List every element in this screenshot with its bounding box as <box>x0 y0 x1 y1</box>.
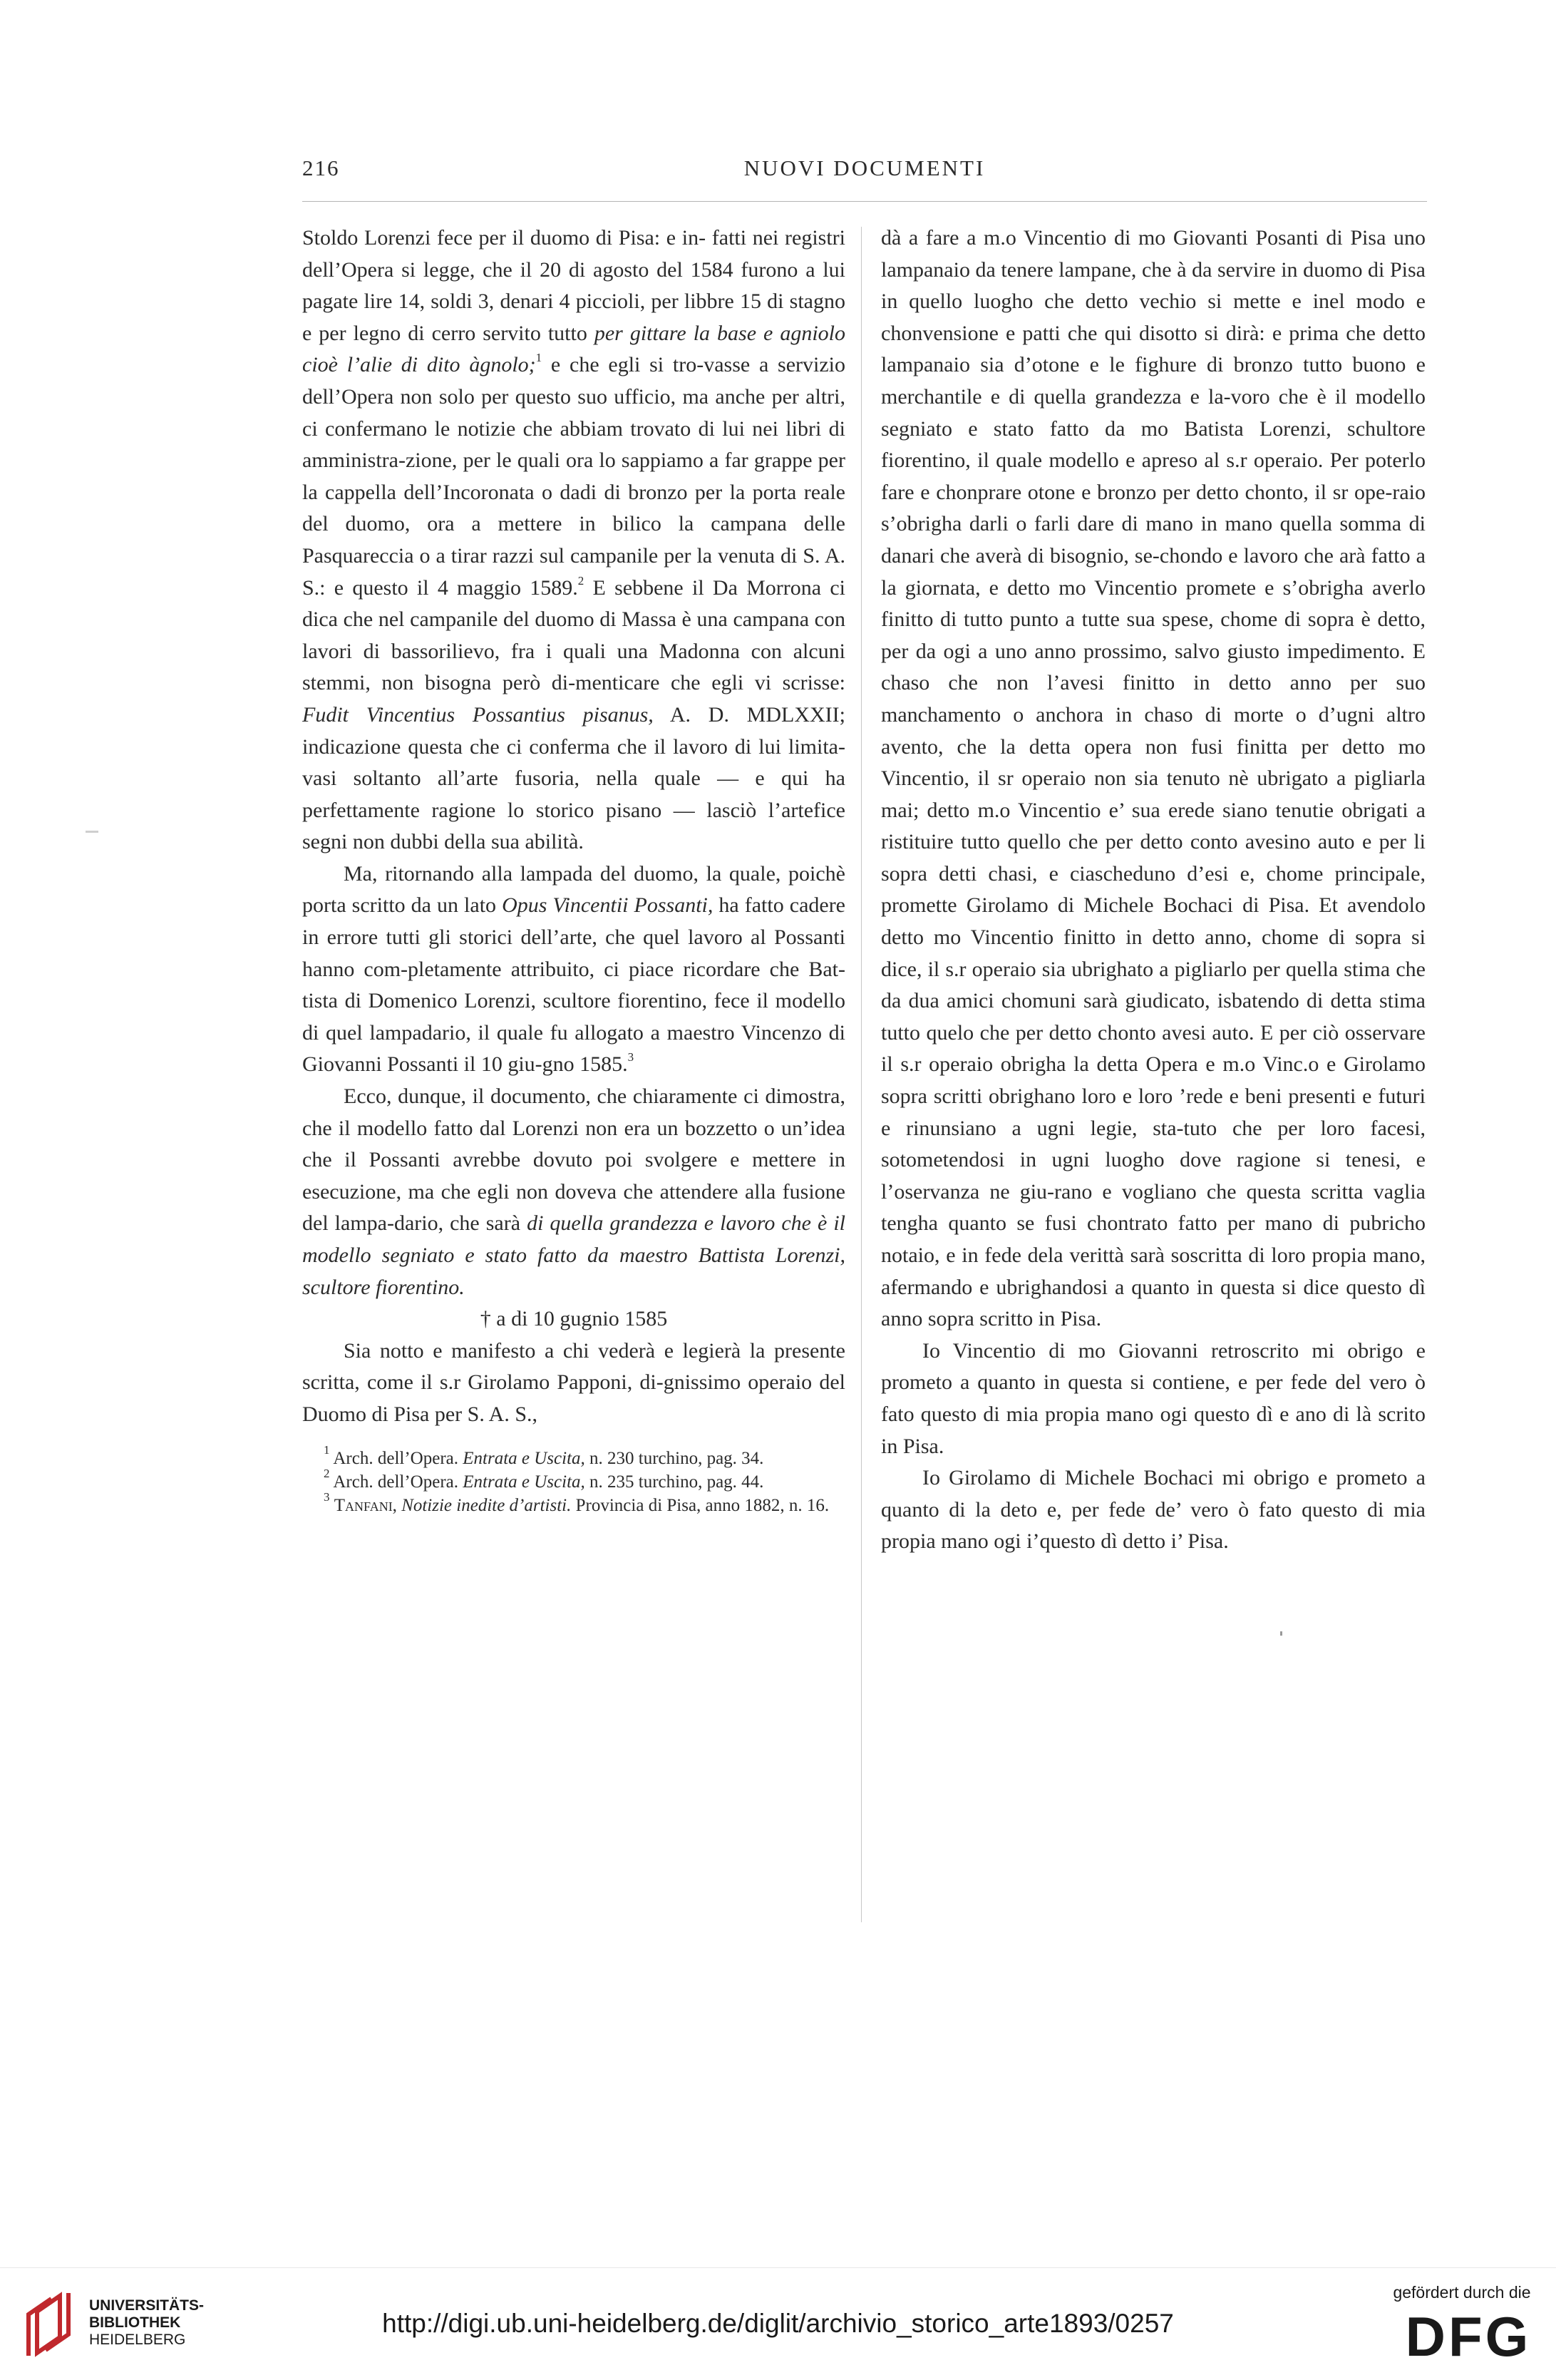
document-url-link[interactable]: http://digi.ub.uni-heidelberg.de/diglit/archivio_storico_arte1893/0257 <box>382 2309 1174 2338</box>
paragraph-3 <box>302 1081 845 1303</box>
signature-vincentio: Io Vincentio di mo Giovanni retroscrito mi obrigo e prometo a quanto in questa si contiene, e per fede del vero ò fato questo di mia propia mano ogi questo dì e ano di là scrito in Pisa. <box>881 1338 1426 1458</box>
footnote-ref-1: 1 <box>535 351 542 365</box>
header-rule <box>302 201 1427 202</box>
p1-text-d: A. D. MDLXXII; indicazione questa che ci conferma che il lavoro di lui limita-vasi soltanto all’arte fusoria, nella quale — e qui ha perfettamente ragione lo storico pisano — lasciò l’artefice segni non dubbi della sua abilità. <box>302 702 845 854</box>
footnotes <box>302 1442 845 1517</box>
document-transcription: dà a fare a m.o Vincentio di mo Giovanti Posanti di Pisa uno lampanaio da tenere lampane, che à da servire in duomo di Pisa in quello luogho che detto vechio si mette e inel modo e chonvensione e patti che qui disotto si dirà: e prima che detto lampanaio sia d’otone e le fighure di bronzo tutto buono e merchantile e di quella grandezza e la-voro che è il modello segniato e stato fatto da mo Batista Lorenzi, schultore fiorentino, il quale modello e apreso al s.r operaio. Per poterlo fare e chonprare otone e bronzo per detto chonto, il sr ope-raio s’obrigha darli o farli dare di mano in mano quella somma di danari che averà di bisognio, se-chondo e lavoro che arà fatto a la giornata, e detto mo Vincentio promete e s’obrigha averlo finitto di tutto punto a tutte sua spese, chome di sopra è detto, per da ogi a uno anno prossimo, salvo giusto impedimento. E chaso che non l’avesi finitto in detto anno per suo manchamento o anchora in chaso di morte o d’ugni altro avento, che la detta opera non fusi finitta per detto mo Vincentio, il sr operaio non sia tenuto nè ubrigato a pigliarla mai; detto m.o Vincentio e’ sua erede siano tenutie obrigati a ristituire tutto quello che per detto conto avesino auto e per li sopra detti chasi, e ciascheduno d’esi e, chome principale, promette Girolamo di Michele Bochaci di Pisa. Et avendolo detto mo Vincentio finitto in detto anno, chome di sopra si dice, il s.r operaio sia ubrighato a pigliarlo per quella stima che da dua amici chomuni sarà giudicato, isbatendo di detta stima tutto quelo che per detto chonto avesi auto. E per ciò osservare il s.r operaio obrigha la detta Opera e m.o Vinc.o e Girolamo sopra scritti obrighano loro e loro ’rede e beni presenti e futuri e rinunsiano a ugni legie, sta-tuto che per loro facesi, sotometendosi in ugni luogho dove ragione si tenesi, e l’oservanza ne giu-rano e vogliano che questa scritta vaglia tengha quanto se fusi chontrato fatto per mano di pubricho notaio, e in fede dela verittà sarà soscritta di loro propia mano, afermando e ubrighandosi a quanto in questa si dice questo dì anno sopra scritto in Pisa. <box>881 226 1426 1331</box>
p3-italic-quote: di quella grandezza e lavoro che è il modello segniato e stato fatto da maestro Battista Lorenzi, scultore fiorentino. <box>302 1211 845 1299</box>
signature-girolamo: Io Girolamo di Michele Bochaci mi obrigo e prometo a quanto di la deto e, per fede de’ vero ò fato questo di mia propia mano ogi i’questo dì detto i’ Pisa. <box>881 1466 1426 1554</box>
right-column <box>881 222 1426 1558</box>
column-divider <box>861 227 862 1922</box>
footnote-ref-2: 2 <box>577 573 584 588</box>
p1-italic-inscription: Fudit Vincentius Possantius pisanus, <box>302 702 654 727</box>
left-column <box>302 222 845 1517</box>
document-dateline: † a di 10 gugnio 1585 <box>480 1307 668 1331</box>
footer-rule <box>0 2267 1556 2268</box>
page-title: NUOVI DOCUMENTI <box>743 155 986 180</box>
footnote-1: $^1$ Arch. dell’Opera. Entrata e Uscita, n. 230 turchino, pag. 34. <box>324 1442 764 1468</box>
footnote-mark: 1 <box>324 1442 330 1457</box>
margin-mark <box>1280 1631 1282 1636</box>
footnote-ref-3: 3 <box>627 1050 634 1065</box>
footnote-3: $^3$ Tanfani, Notizie inedite d’artisti. Provincia di Pisa, anno 1882, n. 16. <box>324 1489 830 1515</box>
paragraph-4: Sia notto e manifesto a chi vederà e legierà la presente scritta, come il s.r Girolamo Papponi, di-gnissimo operaio del Duomo di Pisa per S. A. S., <box>302 1338 845 1426</box>
paragraph-2 <box>302 858 845 1081</box>
university-library-name: UNIVERSITÄTS- BIBLIOTHEK HEIDELBERG <box>89 2297 205 2348</box>
p2-text-a: Ma, ritornando alla lampada del duomo, la quale, poichè porta scritto da un lato <box>302 861 845 918</box>
paragraph-1 <box>302 222 845 858</box>
footnote-author: Tanfani, <box>334 1495 397 1515</box>
p3-text-a: Ecco, dunque, il documento, che chiaramente ci dimostra, che il modello fatto dal Lorenzi non era un bozzetto o un’idea che il Possanti avrebbe dovuto poi svolgere e mettere in esecuzione, ma che egli non doveva che attendere alla fusione del lampa-dario, che sarà <box>302 1084 845 1236</box>
p1-text-b: e che egli si tro-vasse a servizio dell’Opera non solo per questo suo ufficio, ma anche per altri, ci confermano le notizie che abbiam trovato di lui nei libri di amministra-zione, per le quali ora lo sappiamo a far grappe per la cappella dell’Incoronata o dadi di bronzo per la porta reale del duomo, ora a mettere in bilico la campana delle Pasquareccia o a tirar razzi sul campanile per la venuta di S. A. S.: e questo il 4 maggio 1589. <box>302 353 846 600</box>
p1-text-c: E sebbene il Da Morrona ci dica che nel campanile del duomo di Massa è una campana con lavori di bassorilievo, fra i quali una Madonna con alcuni stemmi, non bisogna però di-menticare che egli vi scrisse: <box>302 575 845 695</box>
running-head <box>302 155 1427 191</box>
funded-by-label: gefördert durch die <box>1393 2283 1531 2302</box>
dfg-logo-text: DFG <box>1405 2309 1532 2363</box>
footnote-mark: 2 <box>324 1466 330 1480</box>
p1-text-a: Stoldo Lorenzi fece per il duomo di Pisa: e in- fatti nei registri dell’Opera si legge, che il 20 di agosto del 1584 furono a lui pagate lire 14, soldi 3, denari 4 piccioli, per libbre 15 di stagno e per legno di cerro servito tutto <box>302 226 846 345</box>
footnote-2: $^2$ Arch. dell’Opera. Entrata e Uscita, n. 235 turchino, pag. 44. <box>324 1466 764 1492</box>
footnote-mark: 3 <box>324 1489 330 1504</box>
margin-mark <box>86 831 98 833</box>
p1-italic-quote: per gittare la base e agniolo cioè l’alie di dito àgnolo; <box>302 321 846 377</box>
p2-italic-inscription: Opus Vincentii Possanti, <box>502 893 713 918</box>
page-number: 216 <box>302 155 340 180</box>
p2-text-b: ha fatto cadere in errore tutti gli storici dell’arte, che quel lavoro al Possanti hanno com-pletamente attribuito, ci piace ricordare che Bat-tista di Domenico Lorenzi, scultore fiorentino, fece il modello di quel lampadario, il quale fu allogato a maestro Vincenzo di Giovanni Possanti il 10 giu-gno 1585. <box>302 893 845 1077</box>
dfg-logo-icon <box>1398 2309 1538 2363</box>
